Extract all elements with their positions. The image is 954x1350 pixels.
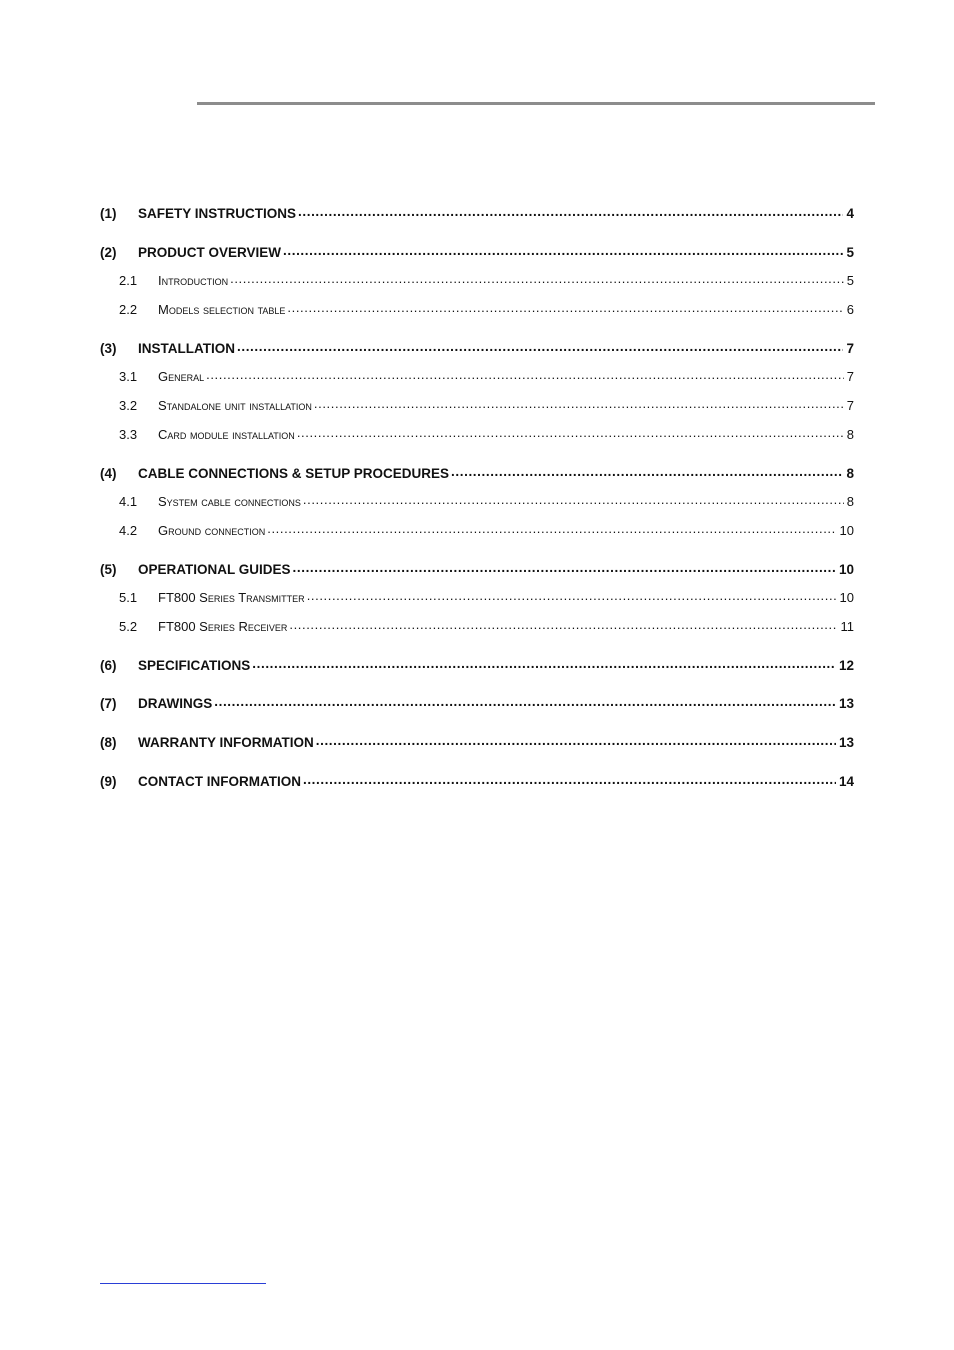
toc-page: 11 <box>840 619 854 635</box>
footer-link-underline[interactable] <box>100 1283 266 1284</box>
toc-title: General <box>158 369 205 385</box>
toc-page: 8 <box>846 427 854 443</box>
toc-leader <box>237 341 843 353</box>
toc-page: 14 <box>838 773 854 789</box>
toc-number: (1) <box>100 206 117 221</box>
toc-title: System cable connections <box>158 494 301 510</box>
toc-number: (7) <box>100 696 117 712</box>
toc-number: 3.1 <box>119 369 138 385</box>
toc-number: (6) <box>100 657 117 673</box>
toc-page: 13 <box>838 696 854 712</box>
toc-leader <box>214 696 836 708</box>
toc-title: DRAWINGS <box>138 696 213 712</box>
toc-leader <box>314 398 844 410</box>
toc-leader <box>298 206 843 218</box>
toc-page: 10 <box>839 590 854 606</box>
toc-page: 7 <box>846 398 854 414</box>
toc-title: CONTACT INFORMATION <box>138 773 301 789</box>
toc-page: 10 <box>839 523 854 539</box>
toc-subentry[interactable] <box>100 368 854 397</box>
toc-number: (9) <box>100 773 117 789</box>
toc-subentry[interactable] <box>100 589 854 618</box>
toc-number: 2.1 <box>119 273 138 289</box>
toc-number: 4.1 <box>119 494 138 510</box>
toc-leader <box>287 302 843 314</box>
toc-title: Introduction <box>158 273 229 289</box>
toc-entry[interactable] <box>100 734 854 773</box>
header-rule <box>197 102 875 105</box>
toc-leader <box>307 590 837 602</box>
toc-page: 5 <box>846 273 854 289</box>
toc-leader <box>252 658 836 670</box>
toc-title: CABLE CONNECTIONS & SETUP PROCEDURES <box>138 465 450 481</box>
toc-title: FT800 Series Transmitter <box>158 590 305 606</box>
toc-entry[interactable] <box>100 205 854 244</box>
toc-leader <box>303 774 836 786</box>
toc-page: 13 <box>838 734 854 750</box>
toc-number: (5) <box>100 561 117 577</box>
toc-page: 8 <box>846 465 854 481</box>
toc-subentry[interactable] <box>100 618 854 657</box>
toc-number: 3.2 <box>119 398 138 414</box>
toc-leader <box>206 369 844 381</box>
toc-entry[interactable] <box>100 657 854 696</box>
toc-page: 7 <box>846 369 854 385</box>
toc-subentry[interactable] <box>100 493 854 522</box>
toc-number: (2) <box>100 244 117 260</box>
toc-number: 3.3 <box>119 427 138 443</box>
toc-page: 5 <box>846 244 854 260</box>
toc-title: SAFETY INSTRUCTIONS <box>138 206 297 221</box>
toc-title: PRODUCT OVERVIEW <box>138 244 282 260</box>
toc-leader <box>267 523 836 535</box>
toc-subentry[interactable] <box>100 301 854 340</box>
toc-title: INSTALLATION <box>138 340 235 356</box>
toc-leader <box>289 619 837 631</box>
toc-leader <box>451 466 843 478</box>
toc-number: 5.1 <box>119 590 138 606</box>
toc-number: (3) <box>100 340 117 356</box>
toc-leader <box>230 273 844 285</box>
toc-page: 7 <box>846 340 854 356</box>
toc-subentry[interactable] <box>100 397 854 426</box>
toc-number: (8) <box>100 734 117 750</box>
toc-leader <box>293 562 836 574</box>
toc-title: WARRANTY INFORMATION <box>138 734 314 750</box>
toc-leader <box>303 494 844 506</box>
toc-number: (4) <box>100 465 117 481</box>
toc-title: OPERATIONAL GUIDES <box>138 561 291 577</box>
toc-title: Ground connection <box>158 523 266 539</box>
toc-subentry[interactable] <box>100 426 854 465</box>
toc-title: Card module installation <box>158 427 295 443</box>
toc-title: Models selection table <box>158 302 286 318</box>
toc-page: 12 <box>838 657 854 673</box>
toc-page: 4 <box>846 206 854 221</box>
toc-subentry[interactable] <box>100 272 854 301</box>
toc-title: FT800 Series Receiver <box>158 619 288 635</box>
toc-page: 10 <box>838 561 854 577</box>
table-of-contents <box>100 205 854 811</box>
toc-number: 5.2 <box>119 619 138 635</box>
toc-number: 4.2 <box>119 523 138 539</box>
toc-leader <box>283 245 843 257</box>
toc-page: 8 <box>846 494 854 510</box>
toc-number: 2.2 <box>119 302 138 318</box>
toc-title: SPECIFICATIONS <box>138 657 251 673</box>
toc-leader <box>297 427 844 439</box>
toc-leader <box>316 735 836 747</box>
toc-entry[interactable] <box>100 695 854 734</box>
toc-entry[interactable] <box>100 773 854 812</box>
toc-subentry[interactable] <box>100 522 854 561</box>
toc-title: Standalone unit installation <box>158 398 312 414</box>
toc-page: 6 <box>846 302 854 318</box>
